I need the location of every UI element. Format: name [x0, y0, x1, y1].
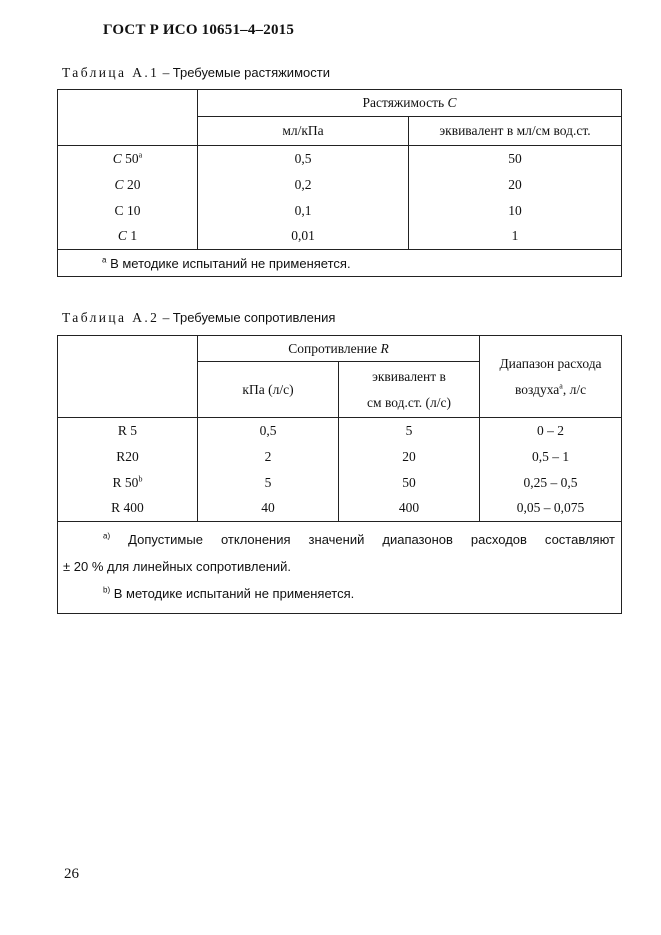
table2-cell: 5: [339, 418, 480, 444]
table-required-resistances: [57, 335, 622, 614]
table2-row-label: R 400: [58, 496, 198, 522]
table1-cell: 1: [409, 224, 622, 250]
table1-cell: 10: [409, 198, 622, 224]
table2-caption: [62, 310, 335, 326]
table2-cell: 0,5 – 1: [480, 444, 622, 470]
table2-caption-title: Требуемые сопротивления: [172, 310, 336, 325]
table1-col-header-1: мл/кПа: [198, 117, 409, 146]
table1-row-label: C 10: [58, 198, 198, 224]
table2-cell: 0,05 – 0,075: [480, 496, 622, 522]
table2-row-label: R20: [58, 444, 198, 470]
table2-caption-label: Таблица А.2: [62, 310, 160, 325]
table2-footnote-a-line2: ± 20 % для линейных сопротивлений.: [63, 559, 292, 574]
table1-corner-cell: [58, 90, 198, 146]
table1-row-label: C 1: [58, 224, 198, 250]
table2-cell: 20: [339, 444, 480, 470]
table2-cell: 40: [198, 496, 339, 522]
table1-caption-label: Таблица А.1: [62, 65, 160, 80]
table2-col-header-1: кПа (л/с): [198, 362, 339, 418]
table2-corner-cell: [58, 336, 198, 418]
table1-caption-dash: –: [159, 65, 170, 80]
table2-footnote-a-line1: $^{a)}$ Допустимые отклонения значений диапазонов расходов составляют: [103, 531, 615, 547]
table2-cell: 0,25 – 0,5: [480, 470, 622, 496]
table2-footnotes: [58, 522, 622, 614]
table1-caption-title: Требуемые растяжимости: [172, 65, 330, 80]
table2-cell: 5: [198, 470, 339, 496]
table2-group-header: Сопротивление R: [198, 336, 480, 362]
table2-footnote-b: $^{b)}$ В методике испытаний не применяется.: [103, 585, 355, 601]
resistance-symbol: R: [380, 340, 389, 356]
table2-cell: 0 – 2: [480, 418, 622, 444]
table-required-compliances: [57, 89, 622, 277]
table1-cell: 0,5: [198, 146, 409, 172]
table1-col-header-2: эквивалент в мл/см вод.ст.: [409, 117, 622, 146]
table1-group-header: Растяжимость C: [198, 90, 622, 117]
table1-caption: [62, 65, 330, 81]
document-header: ГОСТ Р ИСО 10651–4–2015: [103, 22, 295, 38]
table2-row-label: R 50$^b$: [58, 470, 198, 496]
table2-col-header-2: эквивалент в см вод.ст. (л/с): [339, 362, 480, 418]
table1-row-label: C 20: [58, 172, 198, 198]
page-number: 26: [64, 866, 79, 882]
compliance-symbol: C: [447, 95, 457, 110]
table1-cell: 20: [409, 172, 622, 198]
table2-cell: 2: [198, 444, 339, 470]
table1-cell: 50: [409, 146, 622, 172]
table2-row-label: R 5: [58, 418, 198, 444]
table1-cell: 0,01: [198, 224, 409, 250]
table2-col-header-3: Диапазон расхода воздуха$^a$, л/с: [480, 336, 622, 418]
table1-row-label: C 50$^a$: [58, 146, 198, 172]
table2-cell: 400: [339, 496, 480, 522]
table2-cell: 50: [339, 470, 480, 496]
table2-cell: 0,5: [198, 418, 339, 444]
table1-footnote: $^a$ В методике испытаний не применяется.: [58, 250, 622, 277]
table1-cell: 0,1: [198, 198, 409, 224]
table2-caption-dash: –: [159, 310, 170, 325]
table1-cell: 0,2: [198, 172, 409, 198]
